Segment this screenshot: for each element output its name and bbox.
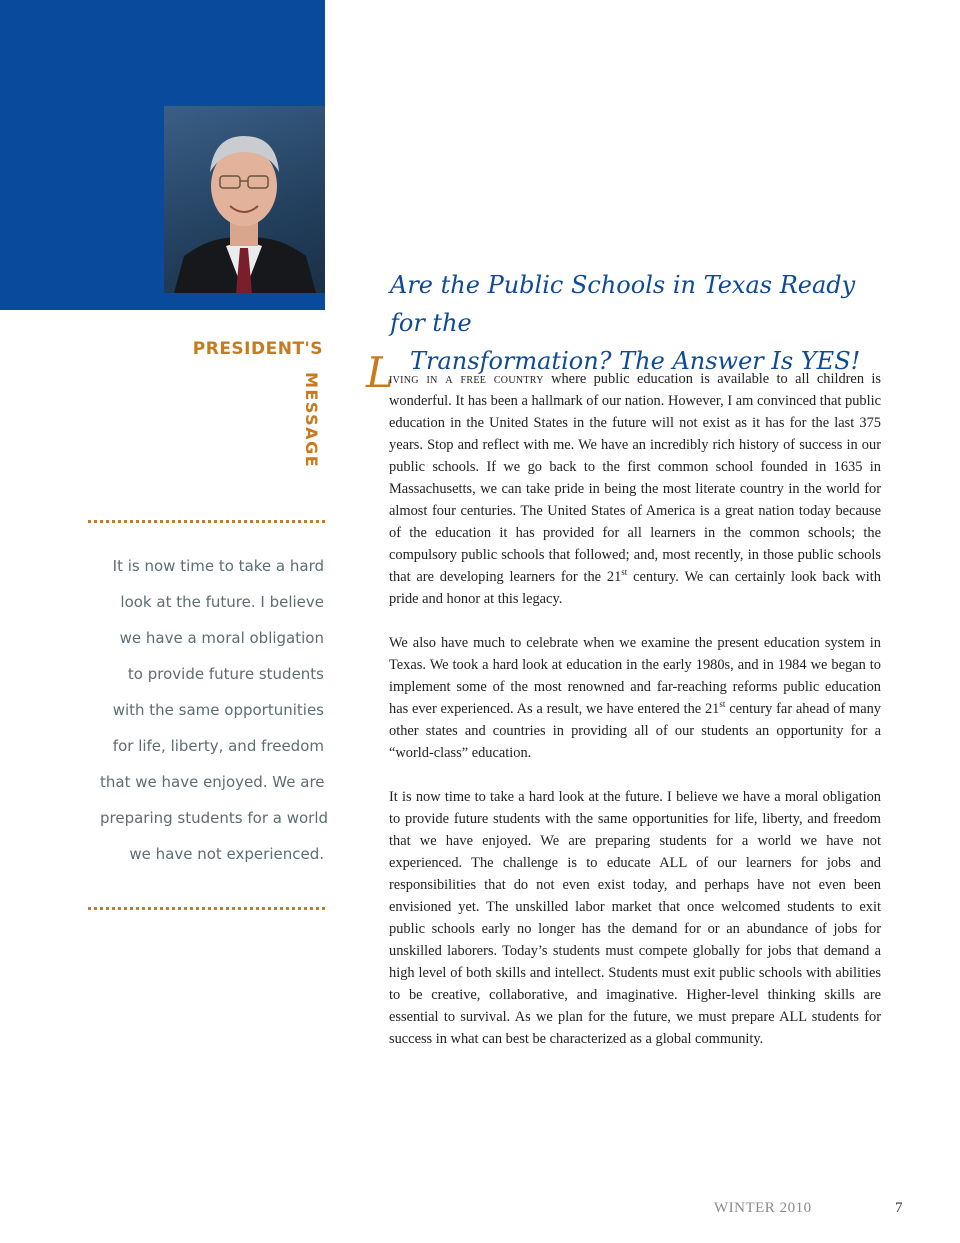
article-headline [390, 266, 890, 380]
issue-label: WINTER 2010 [714, 1200, 812, 1216]
paragraph-1-text-b: century. We can certainly look back with pride and honor at this legacy. [389, 569, 881, 607]
paragraph-2 [389, 632, 881, 764]
lead-in: iving in a free country [389, 371, 544, 387]
paragraph-3: It is now time to take a hard look at the future. I believe we have a moral obligation to provide future students with the same opportunities for life, liberty, and freedom that we have enjoyed. We are preparing students for a world we have not experienced. The challenge is to educate ALL of our learners for jobs and responsibilities that do not even exist today, and perhaps have not even been envisioned yet. The unskilled labor market that once welcomed students to exit public schools early no longer has the demand for or an abundance of jobs for unskilled laborers. Today’s students must compete globally for jobs that demand a high level of both skills and intellect. Students must exit public schools with abilities to be creative, collaborative, and imaginative. Higher-level thinking skills are essential to survival. As we plan for the future, we must prepare ALL students for success in what can best be characterized as a global community. [389, 789, 881, 1047]
ordinal-suffix: st [621, 567, 628, 578]
headline-line-2: Transformation? The Answer Is YES! [410, 347, 861, 375]
pullquote-divider-bottom [88, 907, 325, 910]
pullquote-line: with the same opportunities [112, 701, 324, 719]
pullquote-line: look at the future. I believe [120, 593, 324, 611]
pullquote-line: that we have enjoyed. We are [100, 773, 325, 791]
paragraph-2-text-b: century far ahead of many other states and countries in providing all of our students an opportunity for a “world-class” education. [389, 701, 881, 761]
article-body [389, 368, 881, 1072]
headline-line-1: Are the Public Schools in Texas Ready for the [390, 271, 856, 337]
pullquote-line: for life, liberty, and freedom [112, 737, 324, 755]
page-number: 7 [895, 1200, 903, 1216]
pullquote-line: preparing students for a world [100, 809, 329, 827]
pullquote-line: to provide future students [127, 665, 324, 683]
section-title: PRESIDENT'S [192, 339, 323, 359]
ordinal-suffix: st [719, 699, 726, 710]
pullquote-line: we have a moral obligation [119, 629, 324, 647]
paragraph-1 [389, 368, 881, 610]
section-subtitle: MESSAGE [302, 372, 321, 469]
pullquote-divider-top [88, 520, 325, 523]
paragraph-2-text-a: We also have much to celebrate when we examine the present education system in Texas. We took a hard look at education in the early 1980s, and in 1984 we began to implement some of the most renowned and far-reaching reforms public education has ever experienced. As a result, we have entered the 21 [389, 635, 881, 717]
paragraph-1-text-a: where public education is available to all children is wonderful. It has been a hallmark of our nation. However, I am convinced that public education in the United States in the future will not exist as it has for the last 375 years. Stop and reflect with me. We have an incredibly rich history of success in our public schools. If we go back to the first common school founded in 1635 in Massachusetts, we can take pride in being the most literate country in the world for almost four centuries. The United States of America is a great nation today because of the education it has provided for all learners in the common schools; the compulsory public schools that followed; and, most recently, in those public schools that are developing learners for the 21 [389, 371, 881, 585]
pullquote-line: It is now time to take a hard [112, 557, 324, 575]
pullquote-line: we have not experienced. [129, 845, 324, 863]
president-portrait [164, 106, 325, 293]
drop-cap: L [366, 348, 394, 397]
pull-quote [100, 548, 329, 872]
